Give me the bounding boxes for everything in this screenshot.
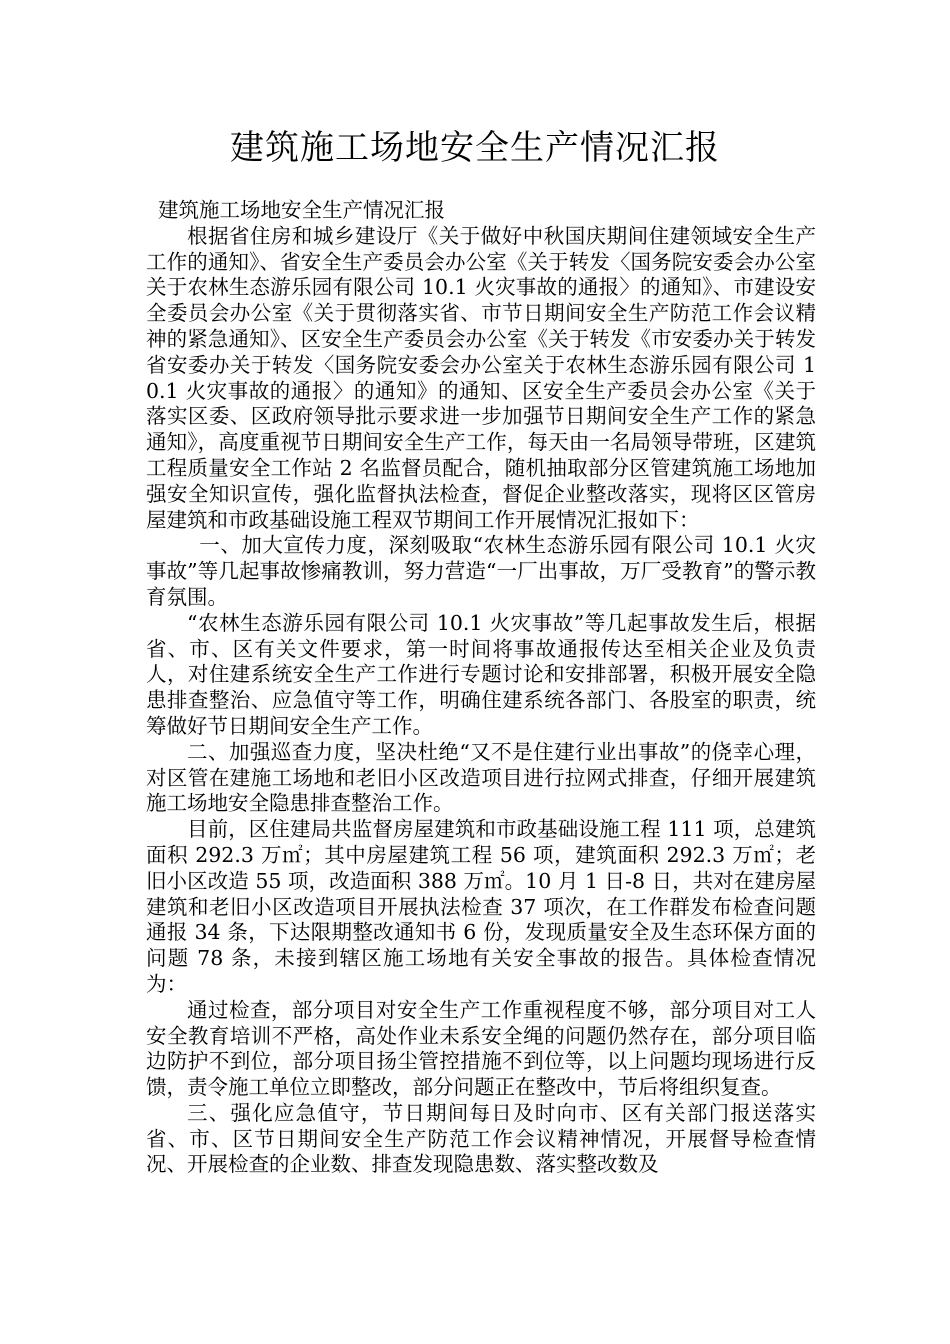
paragraph-section-1-heading: 一、加大宣传力度，深刻吸取“农林生态游乐园有限公司 10.1 火灾事故”等几起事故惨痛教训，努力营造“一厂出事故，万厂受教育”的警示教育氛围。 bbox=[146, 533, 816, 609]
paragraph-section-3-heading: 三、强化应急值守，节日期间每日及时向市、区有关部门报送落实省、市、区节日期间安全生产防范工作会议精神情况，开展督导检查情况、开展检查的企业数、排查发现隐患数、落实整改数及 bbox=[146, 1100, 816, 1177]
paragraph-section-2-statistics: 目前，区住建局共监督房屋建筑和市政基础设施工程 111 项，总建筑面积 292.3 万㎡；其中房屋建筑工程 56 项，建筑面积 292.3 万㎡；老旧小区改造 55 项，改造面积 388 万㎡。10 月 1 日-8 日，共对在建房屋建筑和老旧小区改造项目开展执法检查 37 项次，在工作群发布检查问题通报 34 条，下达限期整改通知书 6 份，发现质量安全及生态环保方面的问题 78 条，未接到辖区施工场地有关安全事故的报告。具体检查情况为： bbox=[146, 817, 816, 996]
document-title: 建筑施工场地安全生产情况汇报 bbox=[230, 128, 720, 168]
document-subtitle: 建筑施工场地安全生产情况汇报 bbox=[158, 198, 445, 222]
document-body bbox=[146, 198, 816, 1178]
paragraph-section-2-findings: 通过检查，部分项目对安全生产工作重视程度不够，部分项目对工人安全教育培训不严格，高处作业未系安全绳的问题仍然存在，部分项目临边防护不到位，部分项目扬尘管控措施不到位等，以上问题均现场进行反馈，责令施工单位立即整改，部分问题正在整改中，节后将组织复查。 bbox=[146, 997, 816, 1100]
paragraph-section-1-body: “农林生态游乐园有限公司 10.1 火灾事故”等几起事故发生后，根据省、市、区有关文件要求，第一时间将事故通报传达至相关企业及负责人，对住建系统安全生产工作进行专题讨论和安排部署，积极开展安全隐患排查整治、应急值守等工作，明确住建系统各部门、各股室的职责，统筹做好节日期间安全生产工作。 bbox=[146, 610, 816, 738]
paragraph-section-2-heading: 二、加强巡查力度，坚决杜绝“又不是住建行业出事故”的侥幸心理，对区管在建施工场地和老旧小区改造项目进行拉网式排查，仔细开展建筑施工场地安全隐患排查整治工作。 bbox=[146, 739, 816, 816]
paragraph-intro: 根据省住房和城乡建设厅《关于做好中秋国庆期间住建领域安全生产工作的通知》、省安全生产委员会办公室《关于转发〈国务院安委会办公室关于农林生态游乐园有限公司 10.1 火灾事故的通报〉的通知》、市建设安全委员会办公室《关于贯彻落实省、市节日期间安全生产防范工作会议精神的紧急通知》、区安全生产委员会办公室《关于转发《市安委办关于转发省安委办关于转发〈国务院安委会办公室关于农林生态游乐园有限公司 10.1 火灾事故的通报〉的通知》的通知、区安全生产委员会办公室《关于落实区委、区政府领导批示要求进一步加强节日期间安全生产工作的紧急通知》，高度重视节日期间安全生产工作，每天由一名局领导带班，区建筑工程质量安全工作站 2 名监督员配合，随机抽取部分区管建筑施工场地加强安全知识宣传，强化监督执法检查，督促企业整改落实，现将区区管房屋建筑和市政基础设施工程双节期间工作开展情况汇报如下： bbox=[146, 223, 816, 532]
